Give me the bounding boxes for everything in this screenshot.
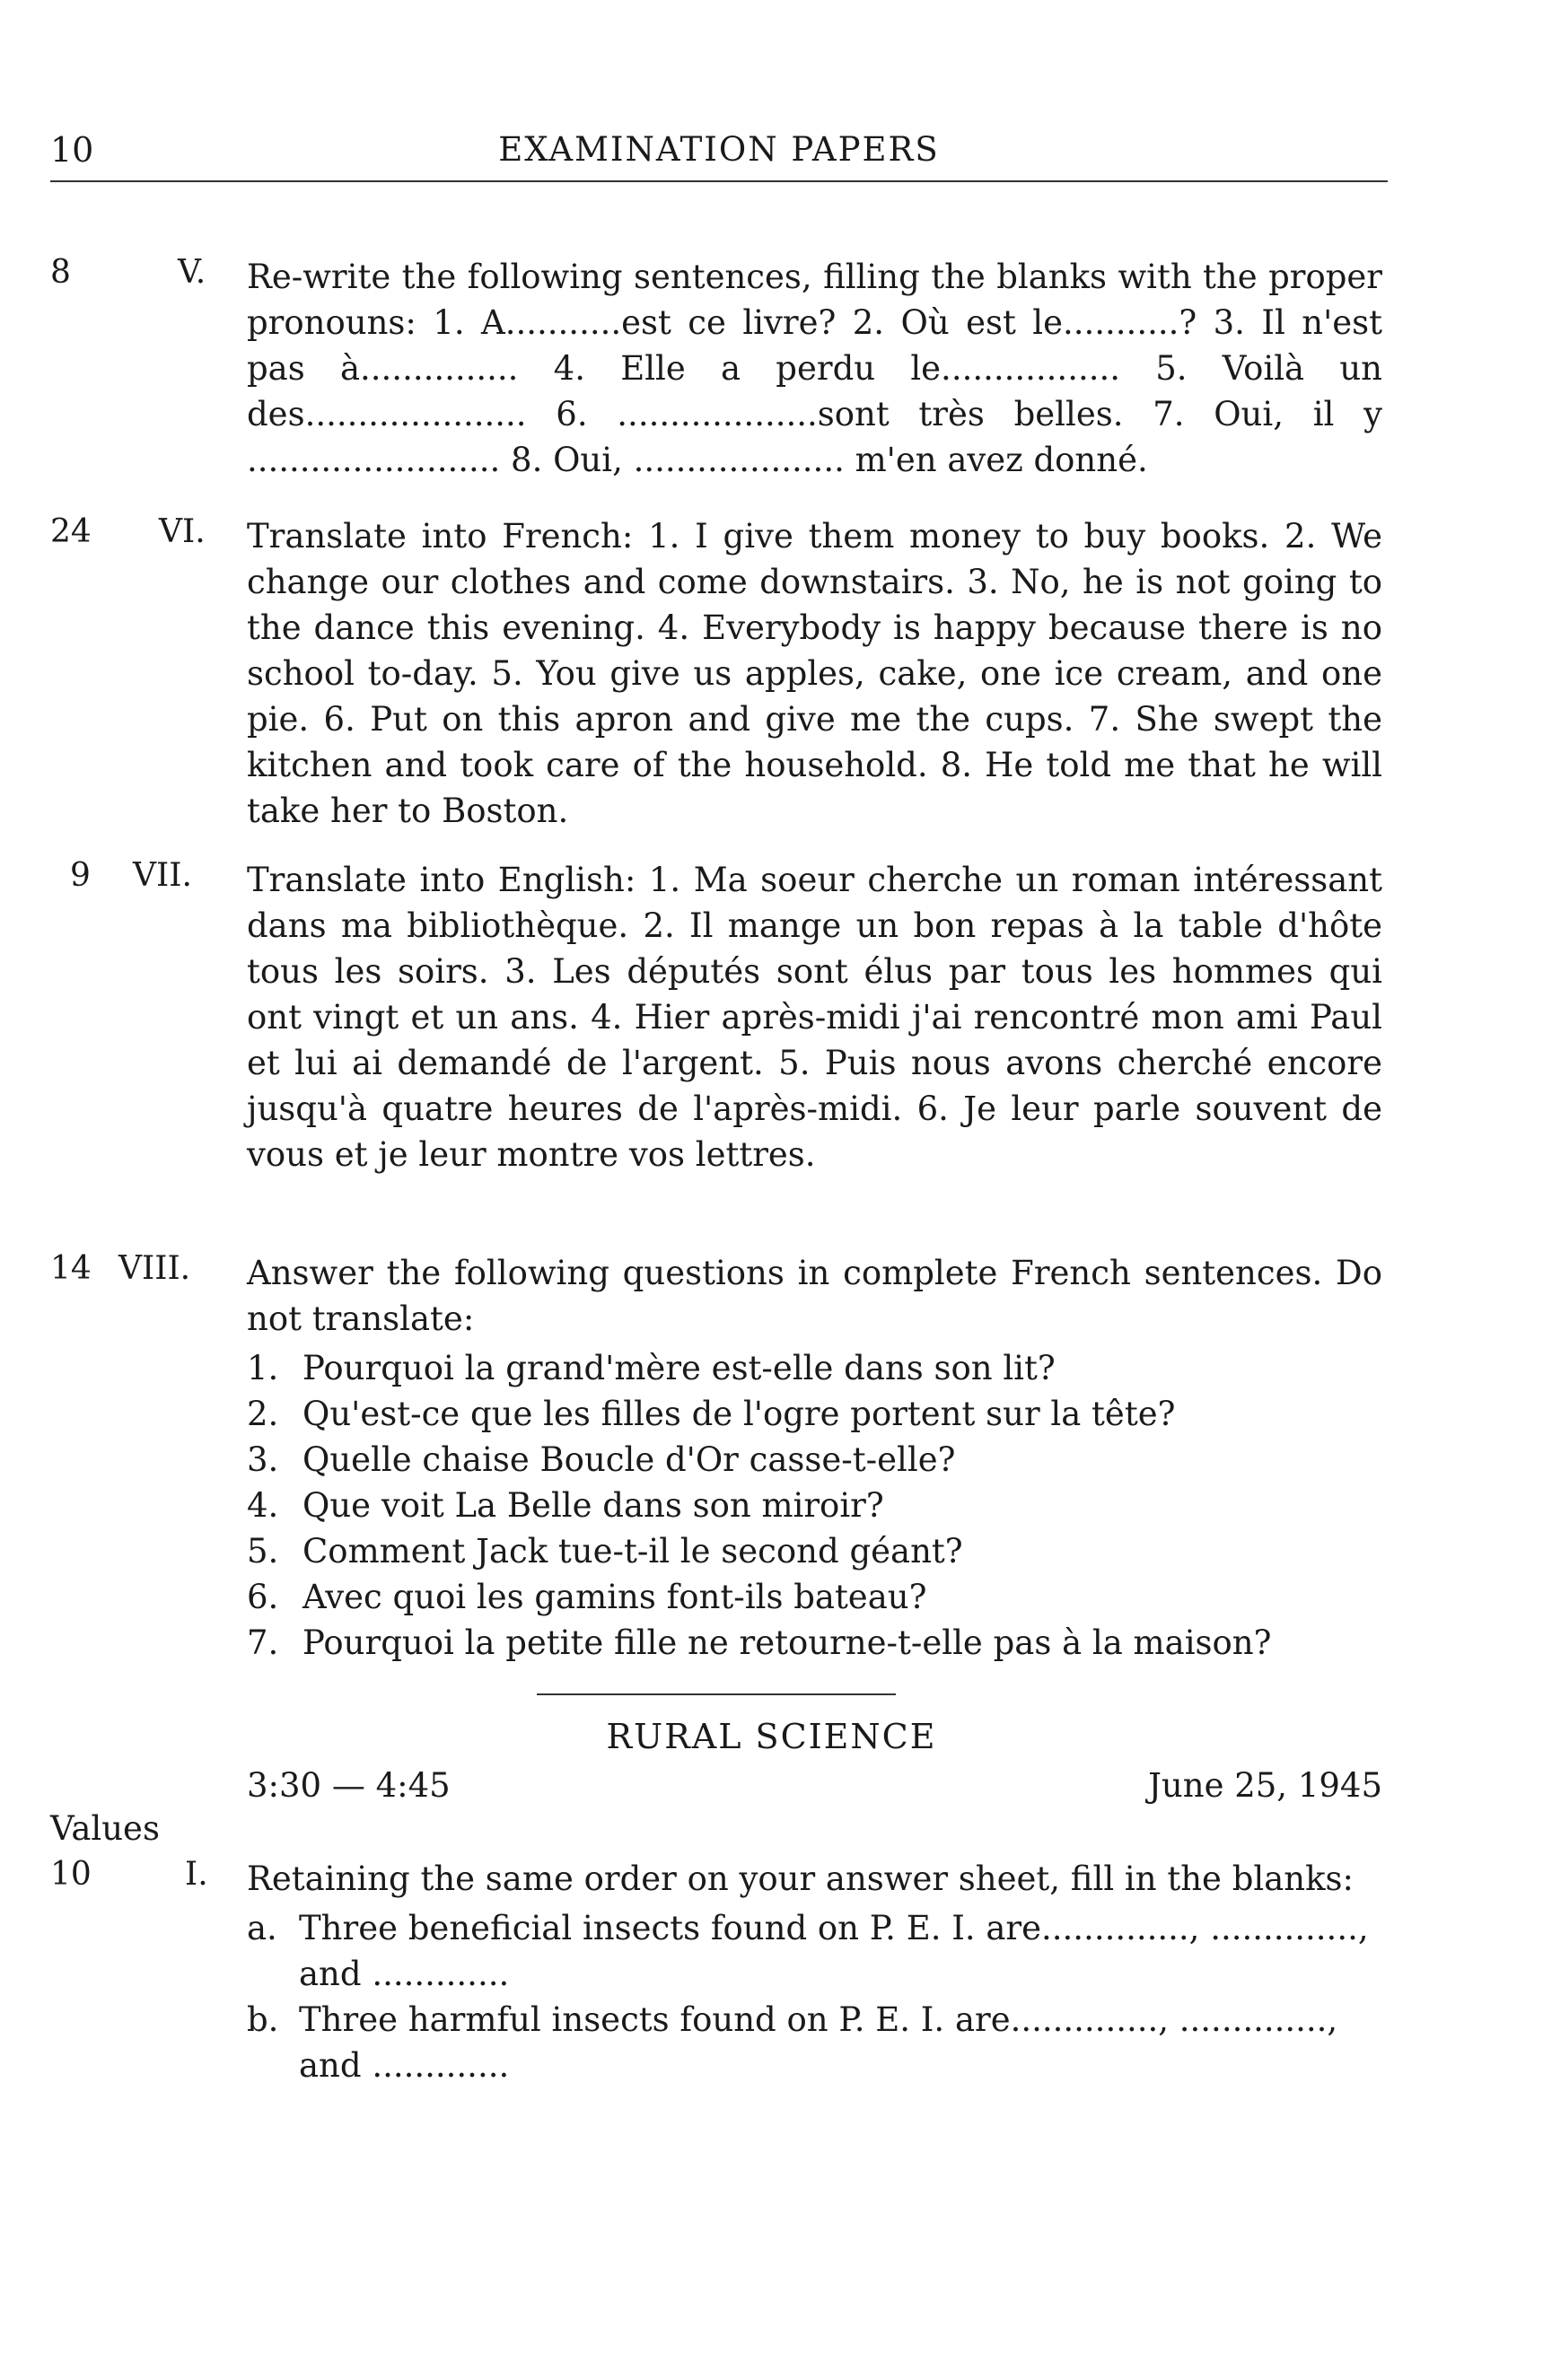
question-body: Answer the following questions in complete French sentences. Do not translate: <box>247 1254 1382 1338</box>
question-numeral: V. <box>178 254 206 291</box>
item-letter: b. <box>247 2000 279 2039</box>
question-value: 9 <box>70 857 91 894</box>
exam-date: June 25, 1945 <box>1148 1766 1382 1805</box>
question-body: Translate into English: 1. Ma soeur cherche un roman intéressant dans ma bibliothèque. 2. Il mange un bon repas à la table d'hôte tous les soirs. 3. Les députés sont élus par tous les hommes qui ont vingt et un ans. 4. Hier après-midi j'ai rencontré mon ami Paul et lui ai demandé de l'argent. 5. Puis nous avons cherché encore jusqu'à quatre heures de l'après-midi. 6. Je leur parle souvent de vous et je leur montre vos lettres. <box>247 861 1382 1174</box>
item-number: 6. <box>247 1578 279 1616</box>
values-label: Values <box>50 1809 160 1848</box>
item-text: Avec quoi les gamins font-ils bateau? <box>302 1578 927 1616</box>
item-text: Three beneficial insects found on P. E. I. are.............., .............., and ............. <box>299 1909 1369 1993</box>
list-item <box>247 1620 1382 1666</box>
item-text: Que voit La Belle dans son miroir? <box>302 1486 884 1525</box>
list-item <box>247 1391 1382 1437</box>
question-numeral: VI. <box>159 513 206 550</box>
question-value: 14 <box>50 1250 92 1287</box>
item-text: Pourquoi la grand'mère est-elle dans son lit? <box>302 1349 1056 1387</box>
question-text <box>247 1856 1382 2088</box>
blank-list <box>247 1905 1382 2088</box>
list-item <box>247 1905 1382 1997</box>
list-item <box>247 1997 1382 2088</box>
running-head: EXAMINATION PAPERS <box>498 130 940 169</box>
list-item <box>247 1574 1382 1620</box>
question-text <box>247 857 1382 1177</box>
list-item <box>247 1437 1382 1483</box>
item-number: 2. <box>247 1395 279 1433</box>
item-text: Three harmful insects found on P. E. I. are.............., .............., and ............. <box>299 2000 1338 2085</box>
item-number: 1. <box>247 1349 279 1387</box>
list-item <box>247 1483 1382 1528</box>
question-numeral: I. <box>185 1856 208 1893</box>
question-numeral: VIII. <box>118 1250 191 1287</box>
item-text: Pourquoi la petite fille ne retourne-t-elle pas à la maison? <box>302 1623 1272 1662</box>
exam-time: 3:30 — 4:45 <box>247 1766 451 1805</box>
item-text: Qu'est-ce que les filles de l'ogre portent sur la tête? <box>302 1395 1176 1433</box>
page-number: 10 <box>50 130 94 170</box>
item-text: Comment Jack tue-t-il le second géant? <box>302 1532 963 1571</box>
question-value: 24 <box>50 513 92 550</box>
header-rule <box>50 180 1388 182</box>
question-body: Re-write the following sentences, filling the blanks with the proper pronouns: 1. A...........est ce livre? 2. Où est le...........? 3. Il n'est pas à............... 4. Elle a perdu le................. 5. Voilà un des..................... 6. ...................sont très belles. 7. Oui, il y ........................ 8. Oui, .................... m'en avez donné. <box>247 258 1382 479</box>
list-item <box>247 1528 1382 1574</box>
question-value: 10 <box>50 1856 92 1893</box>
list-item <box>247 1345 1382 1391</box>
question-text <box>247 254 1382 483</box>
question-body: Retaining the same order on your answer sheet, fill in the blanks: <box>247 1859 1354 1898</box>
item-letter: a. <box>247 1909 277 1947</box>
question-text <box>247 513 1382 834</box>
item-number: 4. <box>247 1486 279 1525</box>
page-header <box>50 130 1388 184</box>
section-divider <box>537 1693 896 1695</box>
question-numeral: VII. <box>133 857 192 894</box>
item-number: 5. <box>247 1532 279 1571</box>
question-value: 8 <box>50 254 71 291</box>
question-text <box>247 1250 1382 1666</box>
question-list <box>247 1345 1382 1666</box>
question-body: Translate into French: 1. I give them money to buy books. 2. We change our clothes and come downstairs. 3. No, he is not going to the dance this evening. 4. Everybody is happy because there is no school to-day. 5. You give us apples, cake, one ice cream, and one pie. 6. Put on this apron and give me the cups. 7. She swept the kitchen and took care of the household. 8. He told me that he will take her to Boston. <box>247 517 1382 830</box>
item-number: 3. <box>247 1440 279 1479</box>
item-text: Quelle chaise Boucle d'Or casse-t-elle? <box>302 1440 956 1479</box>
section-title: RURAL SCIENCE <box>606 1717 937 1756</box>
item-number: 7. <box>247 1623 279 1662</box>
